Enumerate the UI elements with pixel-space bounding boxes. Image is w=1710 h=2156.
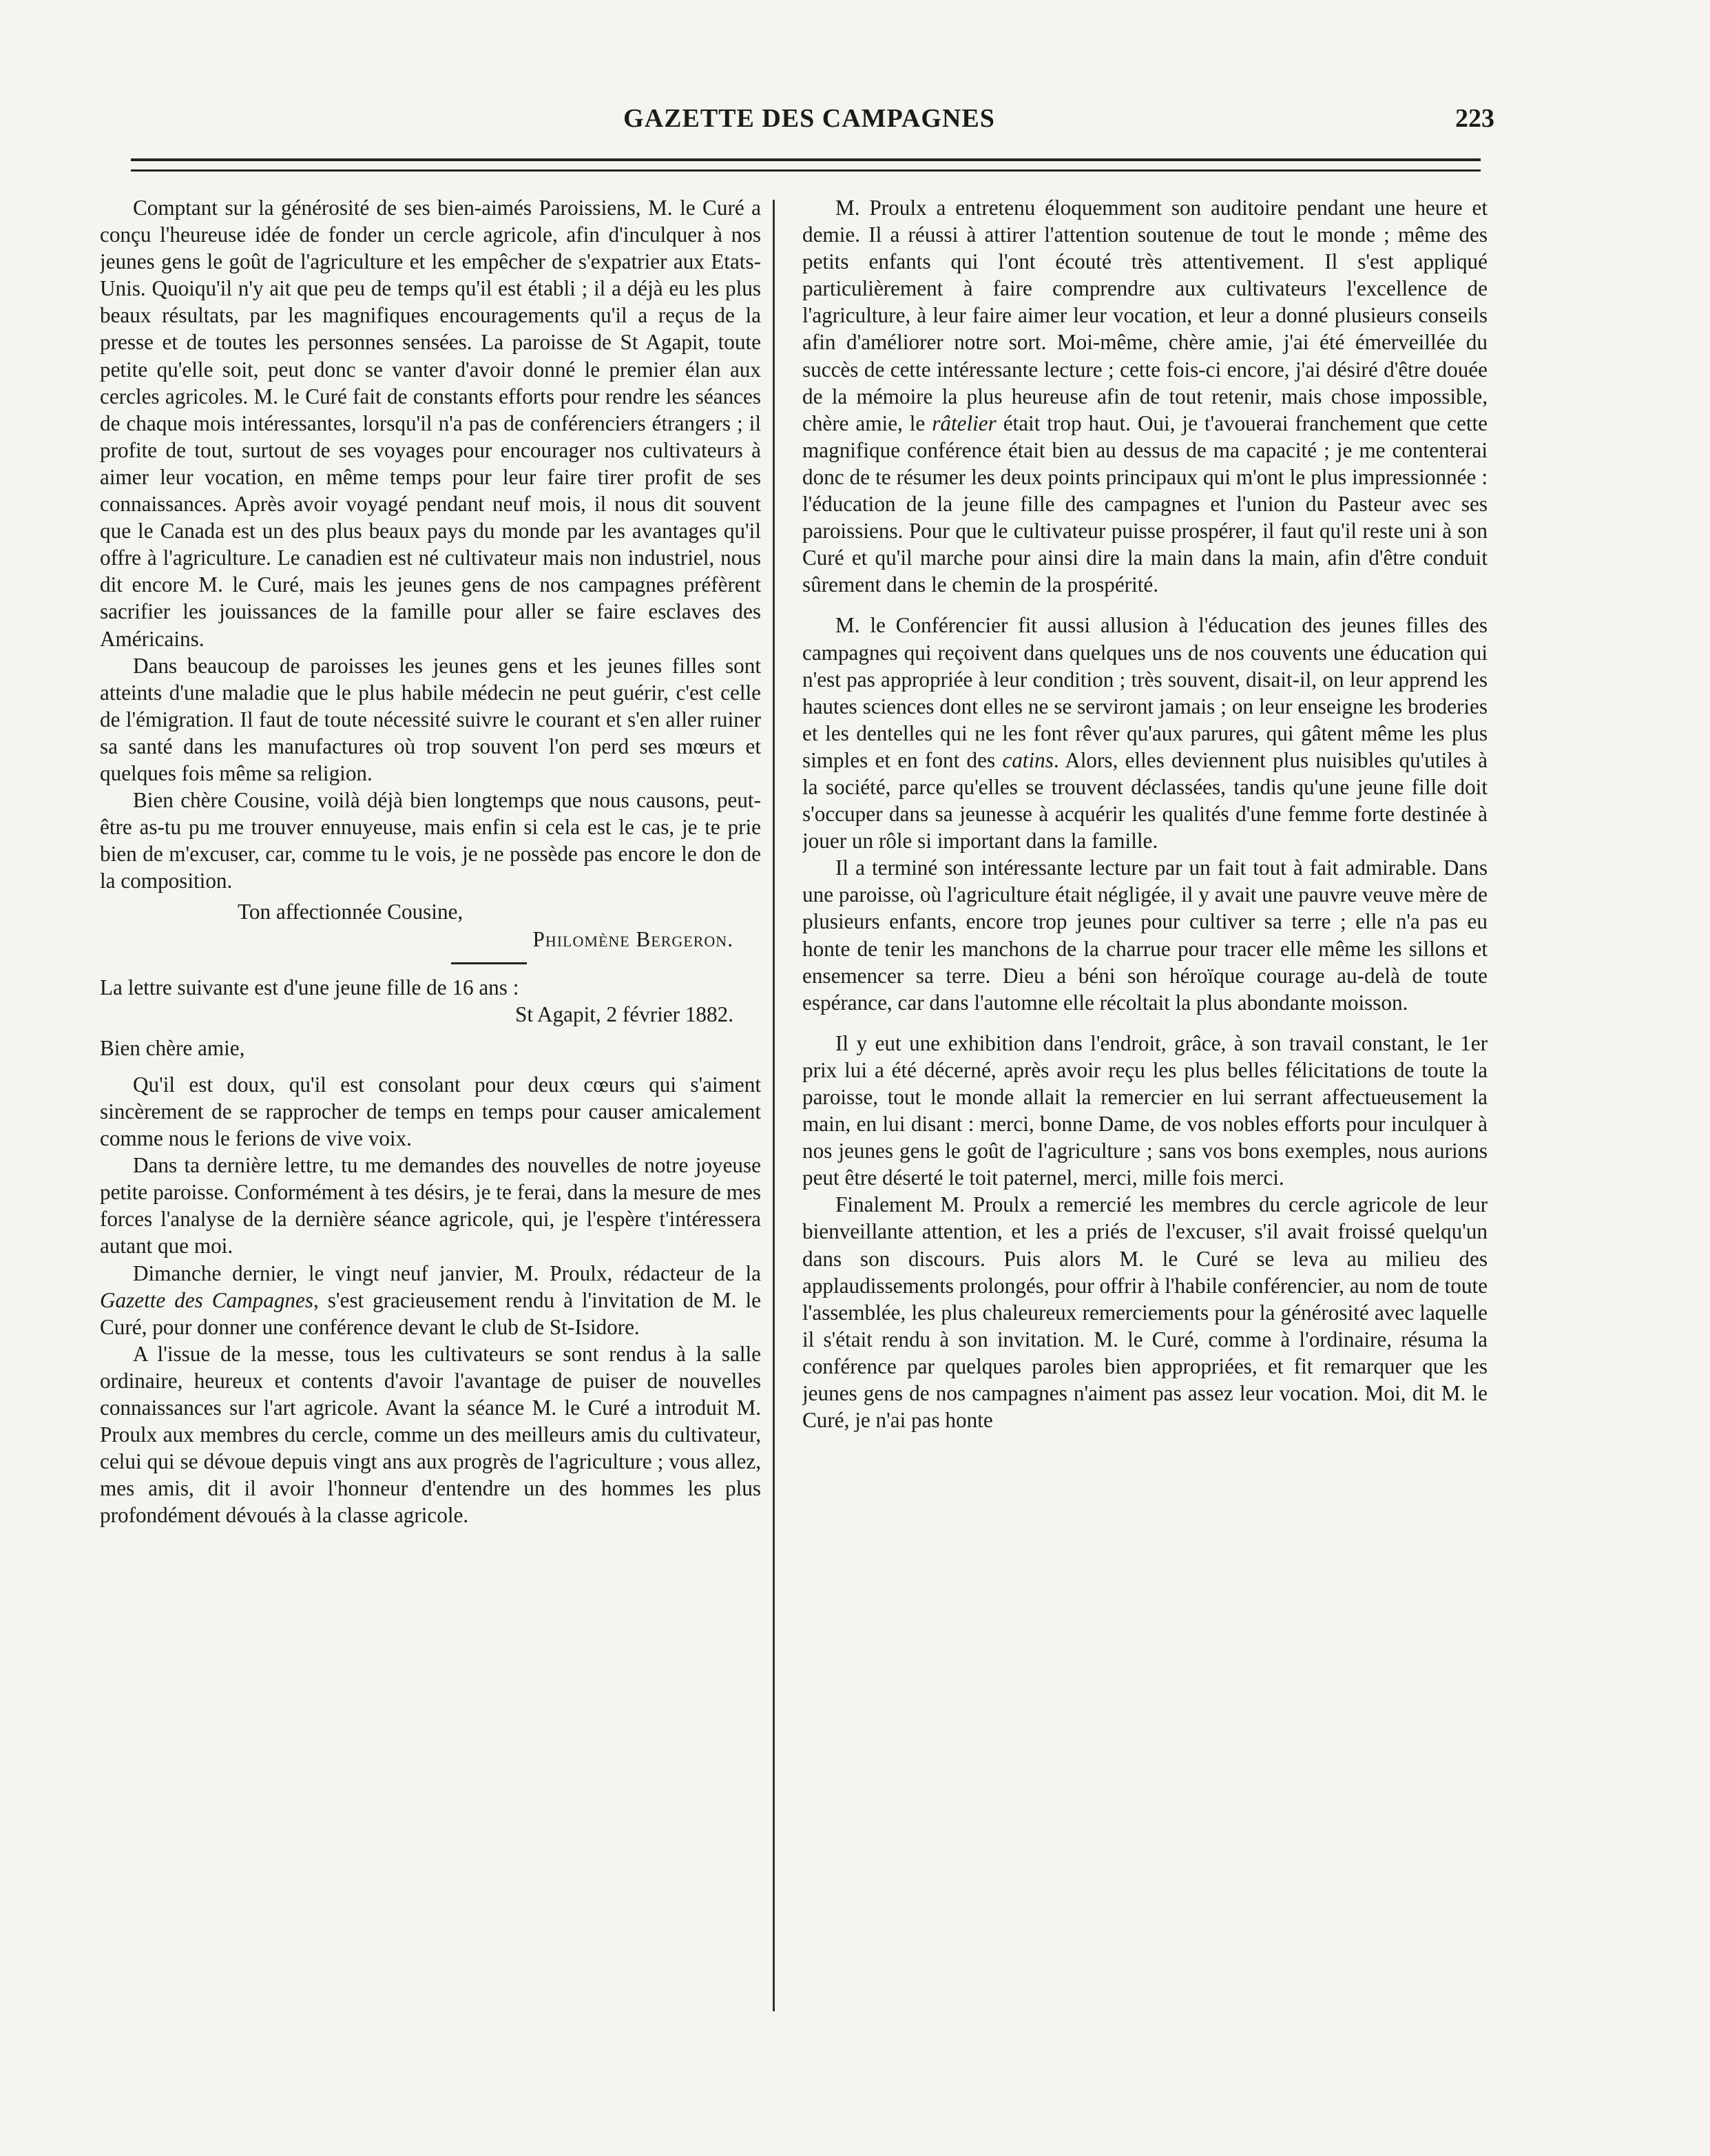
page-number: 223 xyxy=(1455,104,1494,133)
text-run: . Alors, elles deviennent plus nuisibles qu'utiles à la société, parce qu'elles se trouvent déclassées, tandis qu'une jeune fille doit s'occuper dans sa jeunesse à acquérir les qualités d'une femme forte destinée à jouer un rôle si important dans la famille. xyxy=(802,747,1488,853)
paragraph-fait-admirable: Il a terminé son intéressante lecture par un fait tout à fait admirable. Dans une paroisse, où l'agriculture était négligée, il y avait une pauvre veuve mère de plusieurs enfants, encore trop jeunes pour cultiver sa terre ; elle n'a pas eu honte de tenir les manchons de la charrue pour tracer elle même les sillons et ensemencer sa terre. Dieu a béni son héroïque courage au-delà de toute espérance, car dans l'automne elle récoltait la plus abondante moisson. xyxy=(802,856,1488,1015)
closing-line: Ton affectionnée Cousine, xyxy=(238,900,463,924)
publication-title: GAZETTE DES CAMPAGNES xyxy=(623,104,995,133)
section-separator xyxy=(451,962,527,964)
paragraph-issue-messe: A l'issue de la messe, tous les cultivateurs se sont rendus à la salle ordinaire, heureux et contents d'avoir l'avantage de puiser de nouvelles connaissances sur l'art agricole. Avant la séance M. le Curé a introduit M. Proulx aux membres du cercle, comme un des meilleurs amis du cultivateur, celui qui se dévoue depuis vingt ans aux progrès de l'agriculture ; vous allez, mes amis, dit il avoir l'honneur d'entendre un des hommes les plus profondément dévoués à la classe agricole. xyxy=(100,1341,761,1528)
paragraph-proulx-conference xyxy=(802,194,1488,598)
text-run: , s'est gracieusement rendu à l'invitation de M. le Curé, pour donner une conférence devant le club de St-Isidore. xyxy=(100,1287,761,1339)
paragraph-cercle-agricole: Comptant sur la générosité de ses bien-aimés Paroissiens, M. le Curé a conçu l'heureuse idée de fonder un cercle agricole, afin d'inculquer à nos jeunes gens le goût de l'agriculture et les empêcher de s'expatrier aux Etats-Unis. Quoiqu'il n'y ait que peu de temps qu'il est établi ; il a déjà eu les plus beaux résultats, par les magnifiques encouragements qu'il a reçus de la presse et de toutes les personnes sensées. La paroisse de St Agapit, toute petite qu'elle soit, peut donc se vanter d'avoir donné le premier élan aux cercles agricoles. M. le Curé fait de constants efforts pour rendre les séances de chaque mois intéressantes, lorsqu'il n'a pas de conférenciers étrangers ; il profite de tout, surtout de ses voyages pour encourager nos cultivateurs à aimer leur vocation, en même temps pour leur faire tirer profit de ses connaissances. Après avoir voyagé pendant neuf mois, il nous dit souvent que le Canada est un des plus beaux pays du monde par les avantages qu'il offre à l'agriculture. Le canadien est né cultivateur mais non industriel, nous dit encore M. le Curé, mais les jeunes gens de nos campagnes préfèrent sacrifier les jouissances de la famille pour aller se faire esclaves des Américains. xyxy=(100,196,761,651)
paragraph-exhibition: Il y eut une exhibition dans l'endroit, grâce, à son travail constant, le 1er prix lui a été décerné, après avoir reçu les plus belles félicitations de toute la paroisse, tout le monde allait la remercier en lui serrant affectueusement la main, en lui disant : merci, bonne Dame, de vos nobles efforts pour inculquer à nos jeunes gens le goût de l'agriculture ; sans vos bons exemples, nous aurions peut être déserté le toit paternel, merci, mille fois merci. xyxy=(802,1030,1488,1190)
text-run: était trop haut. Oui, je t'avouerai franchement que cette magnifique conférence était bien au dessus de ma capacité ; je me contenterai donc de te résumer les deux points principaux qui m'ont le plus impressionnée : l'éducation de la jeune fille des campagnes et l'union du Pasteur avec ses paroissiens. Pour que le cultivateur puisse prospérer, il faut qu'il reste uni à son Curé et qu'il marche pour ainsi dire la main dans la main, afin d'être conduit sûrement dans le chemin de la prospérité. xyxy=(802,411,1488,597)
text-run: M. Proulx a entretenu éloquemment son auditoire pendant une heure et demie. Il a réussi à attirer l'attention soutenue de tout le monde ; même des petits enfants qui l'ont écouté très attentivement. Il s'est appliqué particulièrement à faire comprendre aux cultivateurs l'excellence de l'agriculture, à leur faire aimer leur vocation, et leur a donné plusieurs conseils afin d'améliorer notre sort. Moi-même, chère amie, j'ai été émerveillée du succès de cette intéressante lecture ; cette fois-ci encore, j'ai désiré d'être douée de la mémoire la plus heureuse afin de tout retenir, mais chose impossible, chère amie, le xyxy=(802,196,1488,435)
letter-intro: La lettre suivante est d'une jeune fille de 16 ans : xyxy=(100,975,519,999)
paragraph-dimanche xyxy=(100,1260,761,1340)
paragraph-emigration: Dans beaucoup de paroisses les jeunes gens et les jeunes filles sont atteints d'une maladie que le plus habile médecin ne peut guérir, c'est celle de l'émigration. Il faut de toute nécessité suivre le courant et s'en aller ruiner sa santé dans les manufactures où trop souvent l'on perd ses mœurs et quelques fois même sa religion. xyxy=(100,653,761,785)
paragraph-rapprocher: Qu'il est doux, qu'il est consolant pour deux cœurs qui s'aiment sincèrement de se rapprocher de temps en temps pour causer amicalement comme nous le ferions de vive voix. xyxy=(100,1072,761,1151)
publication-name: Gazette des Campagnes xyxy=(100,1287,313,1312)
right-column xyxy=(802,194,1488,2013)
letter-place-date: St Agapit, 2 février 1882. xyxy=(514,1002,733,1026)
italic-word: catins xyxy=(1002,747,1054,772)
column-divider xyxy=(773,200,775,2011)
page-header xyxy=(124,103,1494,138)
paragraph-education-filles xyxy=(802,612,1488,854)
signature: Philomène Bergeron. xyxy=(532,926,733,951)
header-rule xyxy=(131,158,1481,161)
paragraph-nouvelles: Dans ta dernière lettre, tu me demandes des nouvelles de notre joyeuse petite paroisse. Conformément à tes désirs, je te ferai, dans la mesure de mes forces l'analyse de la dernière séance agricole, qui, je l'espère t'intéressera autant que moi. xyxy=(100,1153,761,1258)
paragraph-finalement: Finalement M. Proulx a remercié les membres du cercle agricole de leur bienveillante attention, et les a priés de l'excuser, s'il avait froissé quelqu'un dans son discours. Puis alors M. le Curé se leva au milieu des applaudissements prolongés, pour offrir à l'habile conférencier, au nom de toute l'assemblée, les plus chaleureux remerciements pour la générosité avec laquelle il s'était rendu à son invitation. M. le Curé, comme à l'ordinaire, résuma la conférence par quelques paroles bien appropriées, et fit remarquer que les jeunes gens de nos campagnes n'aiment pas assez leur vocation. Moi, dit M. le Curé, je n'ai pas honte xyxy=(802,1192,1488,1433)
text-run: M. le Conférencier fit aussi allusion à l'éducation des jeunes filles des campagnes qui reçoivent dans quelques uns de nos couvents une éducation qui n'est pas appropriée à leur condition ; très souvent, disait-il, on leur apprend les hautes sciences dont elles ne se serviront jamais ; on leur enseigne les broderies et les dentelles qui ne les font rêver qu'aux parures, qui gâtent même les plus simples et en font des xyxy=(802,613,1488,772)
italic-word: râtelier xyxy=(932,411,997,435)
paragraph-letter-closing: Bien chère Cousine, voilà déjà bien longtemps que nous causons, peut-être as-tu pu me trouver ennuyeuse, mais enfin si cela est le cas, je te prie bien de m'excuser, car, comme tu le vois, je ne possède pas encore le don de la composition. xyxy=(100,788,761,893)
letter-salutation: Bien chère amie, xyxy=(100,1035,245,1060)
text-run: Dimanche dernier, le vingt neuf janvier, M. Proulx, rédacteur de la xyxy=(133,1261,761,1285)
header-rule-secondary xyxy=(131,169,1481,172)
left-column xyxy=(100,194,761,2013)
